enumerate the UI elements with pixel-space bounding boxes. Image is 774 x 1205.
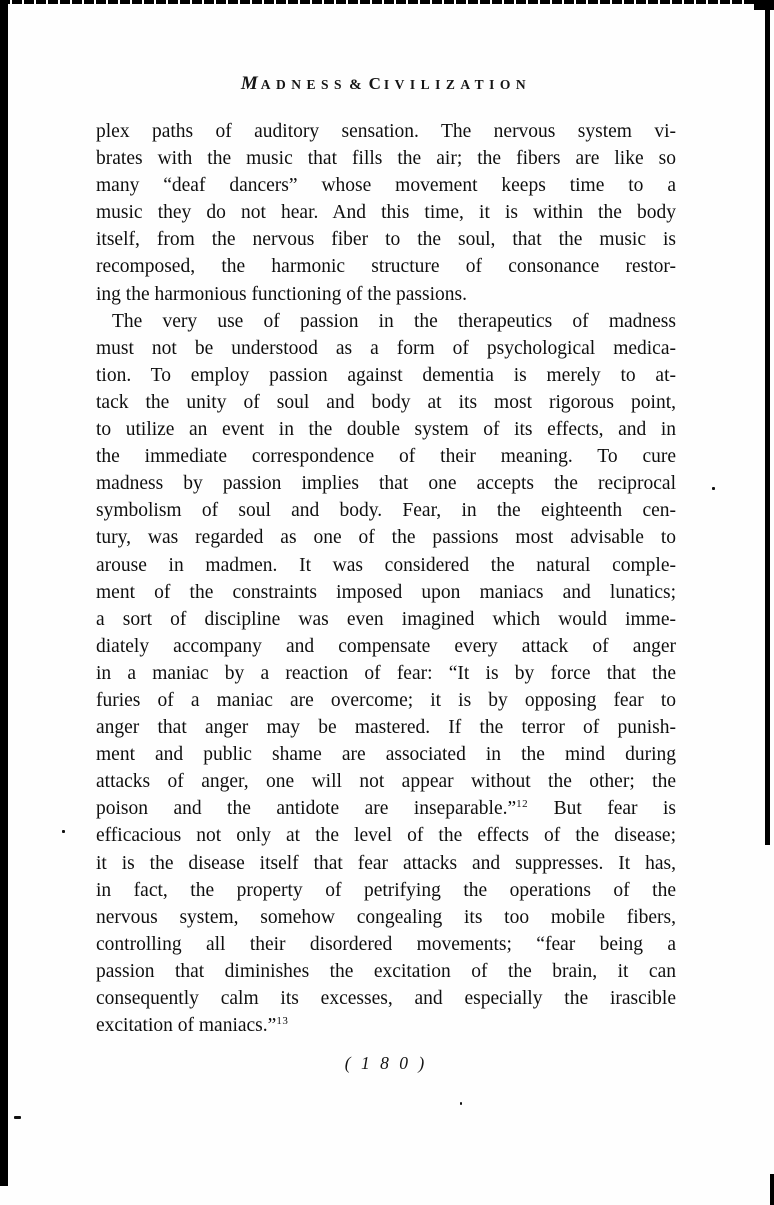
scan-speck — [14, 1116, 21, 1119]
scan-border-right-lower — [770, 1174, 774, 1205]
page-number: ( 1 8 0 ) — [344, 1053, 428, 1073]
text-line: it is the disease itself that fear attacks and suppresses. It has, — [96, 852, 676, 874]
text-line: a sort of discipline was even imagined which would imme- — [96, 608, 676, 630]
paragraph-2 — [96, 308, 676, 1040]
text-line: passion that diminishes the excitation of the brain, it can — [96, 960, 676, 982]
text-line: ment of the constraints imposed upon maniacs and lunatics; — [96, 581, 676, 603]
text-line: controlling all their disordered movements; “fear being a — [96, 933, 676, 955]
text-line: recomposed, the harmonic structure of consonance restor- — [96, 256, 676, 278]
footnote-ref-12: 12 — [516, 798, 529, 811]
text-line: in fact, the property of petrifying the operations of the — [96, 879, 676, 901]
text-line: arouse in madmen. It was considered the natural comple- — [96, 554, 676, 576]
header-word1-initial: M — [240, 73, 261, 94]
text-line: plex paths of auditory sensation. The nervous system vi- — [96, 121, 676, 142]
text-line: madness by passion implies that one accepts the reciprocal — [96, 473, 676, 495]
text-line: diately accompany and compensate every attack of anger — [96, 635, 676, 657]
scan-border-top — [0, 0, 774, 4]
text-line: tack the unity of soul and body at its most rigorous point, — [96, 391, 676, 413]
scan-border-left — [0, 0, 8, 1186]
text-line: itself, from the nervous fiber to the soul, that the music is — [96, 229, 676, 251]
scan-border-top-right — [754, 0, 774, 10]
text-line: nervous system, somehow congealing its too mobile fibers, — [96, 906, 676, 928]
scan-speck — [62, 830, 65, 833]
header-word2-initial: C — [368, 74, 384, 93]
text-line: efficacious not only at the level of the effects of the disease; — [96, 825, 676, 847]
header-word1-rest: ADNESS — [260, 77, 348, 92]
text-line: tury, was regarded as one of the passions most advisable to — [96, 527, 676, 549]
running-header — [96, 73, 676, 95]
text-line: anger that anger may be mastered. If the terror of punish- — [96, 717, 676, 739]
text-line: in a maniac by a reaction of fear: “It is by force that the — [96, 662, 676, 684]
text-line: must not be understood as a form of psychological medica- — [96, 337, 676, 359]
text-line: many “deaf dancers” whose movement keeps time to a — [96, 175, 676, 197]
text-line: symbolism of soul and body. Fear, in the eighteenth cen- — [96, 500, 676, 522]
text-line: tion. To employ passion against dementia is merely to at- — [96, 364, 676, 386]
body-text — [96, 118, 676, 1039]
header-word2-rest: IVILIZATION — [383, 77, 532, 92]
text-segment: poison and the antidote are inseparable.” — [96, 798, 517, 820]
text-line: brates with the music that fills the air; the fibers are like so — [96, 148, 676, 170]
footnote-ref-13: 13 — [276, 1015, 289, 1028]
text-line: music they do not hear. And this time, it is within the body — [96, 202, 676, 224]
text-line: ing the harmonious functioning of the passions. — [96, 283, 467, 305]
scan-border-right — [765, 0, 770, 845]
text-line: consequently calm its excesses, and especially the irascible — [96, 988, 676, 1009]
text-segment: excitation of maniacs.” — [96, 1015, 277, 1037]
header-ampersand: & — [349, 77, 362, 93]
paragraph-1 — [96, 118, 676, 308]
text-line: attacks of anger, one will not appear without the other; the — [96, 771, 676, 793]
text-line: to utilize an event in the double system of its effects, and in — [96, 419, 676, 441]
text-segment: But fear is — [528, 798, 676, 820]
scan-speck — [712, 487, 715, 490]
text-line-with-footnote — [96, 795, 676, 822]
text-line: furies of a maniac are overcome; it is by opposing fear to — [96, 689, 676, 711]
text-line: the immediate correspondence of their meaning. To cure — [96, 446, 676, 468]
text-line-with-footnote — [96, 1012, 676, 1039]
scan-speck — [460, 1102, 462, 1105]
text-line: ment and public shame are associated in the mind during — [96, 744, 676, 766]
text-line: The very use of passion in the therapeutics of madness — [112, 310, 676, 332]
